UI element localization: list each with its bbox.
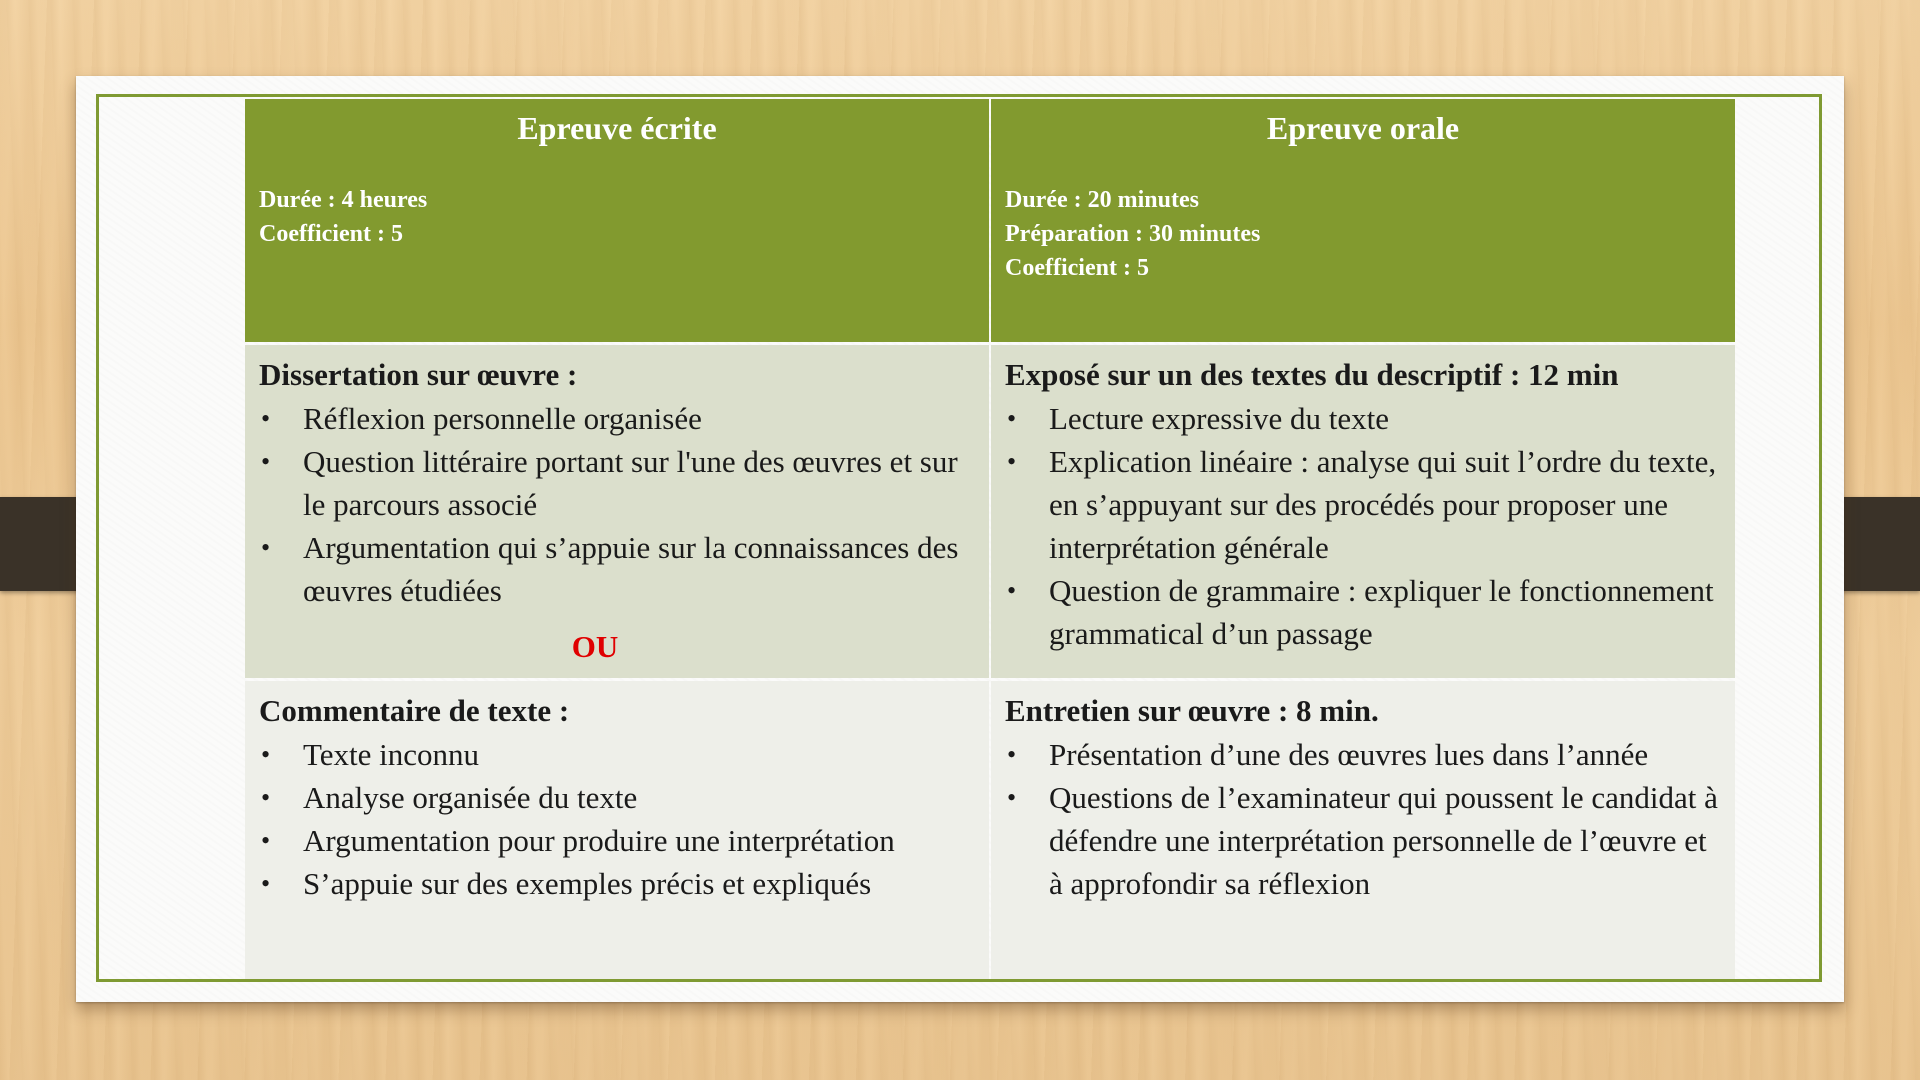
dissertation-title: Dissertation sur œuvre : — [259, 357, 578, 392]
oral-coefficient: Coefficient : 5 — [1005, 255, 1149, 281]
list-item: • Analyse organisée du texte — [259, 776, 975, 819]
bullet-icon: • — [261, 740, 271, 769]
oral-exam-title: Epreuve orale — [1266, 110, 1460, 146]
dissertation-cell — [245, 345, 989, 678]
oral-exam-header — [991, 99, 1735, 342]
bullet-icon: • — [1007, 404, 1017, 433]
interview-cell — [991, 681, 1735, 979]
list-item: • Argumentation qui s’appuie sur la connaissances des œuvres étudiées — [259, 526, 975, 612]
list-item: • S’appuie sur des exemples précis et expliqués — [259, 862, 975, 905]
or-separator: OU — [571, 629, 619, 664]
bullet-icon: • — [261, 533, 271, 562]
oral-exam-details — [1005, 183, 1721, 285]
bullet-icon: • — [1007, 783, 1017, 812]
list-item: • Question littéraire portant sur l'une des œuvres et sur le parcours associé — [259, 440, 975, 526]
list-item: • Questions de l’examinateur qui poussent le candidat à défendre une interprétation personnelle de l’œuvre et à approfondir sa réflexion — [1005, 776, 1721, 905]
list-item: • Texte inconnu — [259, 733, 975, 776]
interview-list — [1005, 733, 1721, 905]
list-item: • Lecture expressive du texte — [1005, 397, 1721, 440]
exam-table — [245, 99, 1735, 979]
written-exam-title: Epreuve écrite — [517, 110, 717, 146]
list-item: • Question de grammaire : expliquer le fonctionnement grammatical d’un passage — [1005, 569, 1721, 655]
bullet-icon: • — [1007, 576, 1017, 605]
oral-duration: Durée : 20 minutes — [1005, 187, 1199, 213]
expose-list — [1005, 397, 1721, 655]
commentary-title: Commentaire de texte : — [259, 693, 570, 728]
commentary-cell — [245, 681, 989, 979]
written-exam-header — [245, 99, 989, 342]
bullet-icon: • — [261, 826, 271, 855]
list-item: • Explication linéaire : analyse qui suit l’ordre du texte, en s’appuyant sur des procédés pour proposer une interprétation générale — [1005, 440, 1721, 569]
written-coefficient: Coefficient : 5 — [259, 221, 403, 247]
list-item: • Présentation d’une des œuvres lues dans l’année — [1005, 733, 1721, 776]
expose-cell — [991, 345, 1735, 678]
dissertation-list — [259, 397, 975, 612]
list-item: • Réflexion personnelle organisée — [259, 397, 975, 440]
expose-title: Exposé sur un des textes du descriptif : 12 min — [1005, 357, 1619, 392]
bullet-icon: • — [261, 783, 271, 812]
bullet-icon: • — [1007, 740, 1017, 769]
list-item: • Argumentation pour produire une interprétation — [259, 819, 975, 862]
bullet-icon: • — [261, 869, 271, 898]
bullet-icon: • — [261, 404, 271, 433]
commentary-list — [259, 733, 975, 905]
written-duration: Durée : 4 heures — [259, 187, 428, 213]
interview-title: Entretien sur œuvre : 8 min. — [1005, 693, 1379, 728]
bullet-icon: • — [1007, 447, 1017, 476]
written-exam-details — [259, 183, 975, 251]
oral-preparation: Préparation : 30 minutes — [1005, 221, 1261, 247]
bullet-icon: • — [261, 447, 271, 476]
